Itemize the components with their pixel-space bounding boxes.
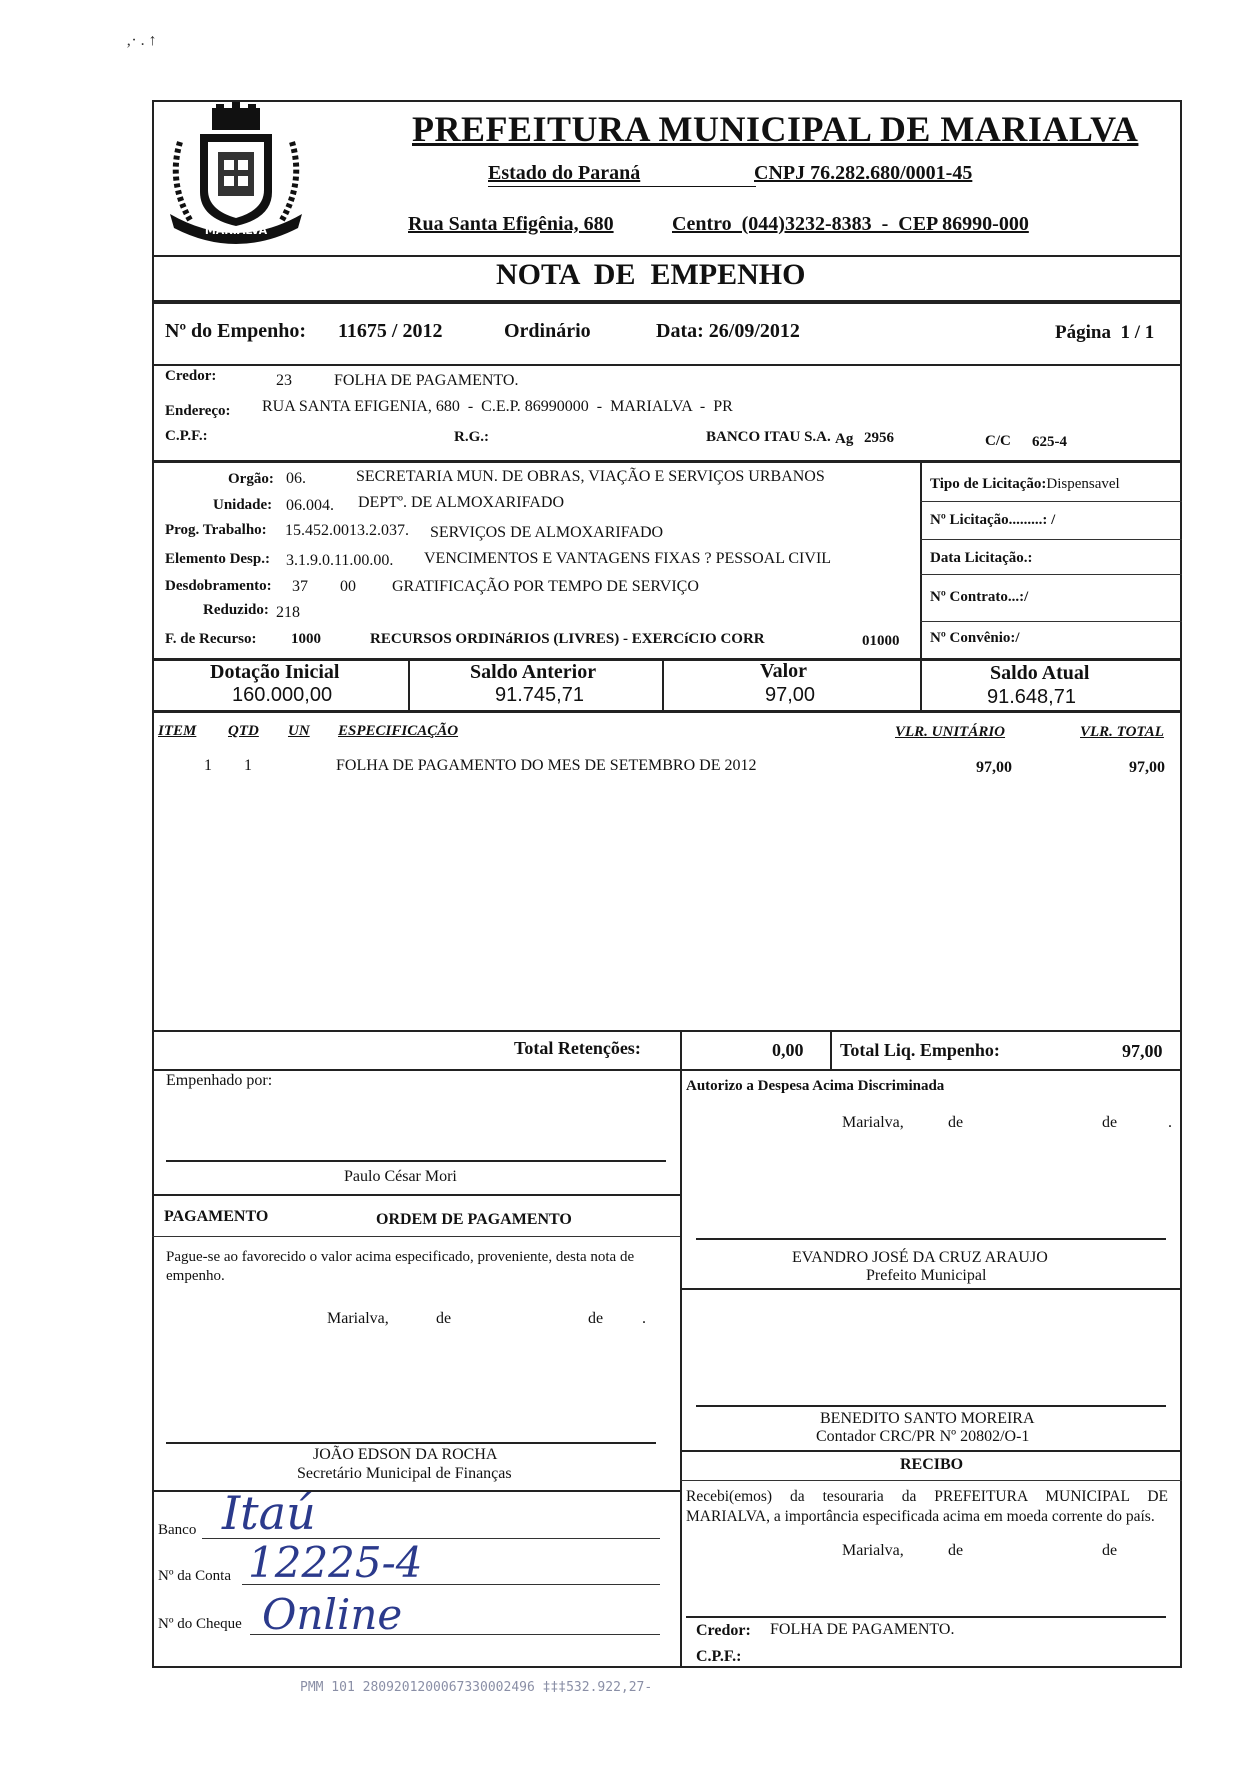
unidade-label: Unidade:: [213, 497, 273, 513]
recibo-cpf-label: C.P.F.:: [696, 1648, 742, 1665]
prefeito-role: Prefeito Municipal: [866, 1267, 987, 1284]
ordem-pagamento-label: ORDEM DE PAGAMENTO: [376, 1211, 572, 1228]
saldo-anterior-label: Saldo Anterior: [470, 661, 597, 683]
saldo-anterior-value: 91.745,71: [495, 684, 584, 706]
valor-value: 97,00: [765, 684, 816, 706]
row-item: 1: [204, 757, 212, 774]
licitacao-date: Data Licitação.:: [930, 550, 1033, 566]
orgao-label: Orgão:: [228, 471, 274, 487]
row-total: 97,00: [1129, 759, 1165, 776]
svg-text:MARIALVA: MARIALVA: [204, 224, 268, 237]
empenho-number: 11675 / 2012: [338, 320, 443, 342]
col-qtd: QTD: [228, 723, 259, 739]
convenio-number: Nº Convênio:/: [930, 630, 1020, 646]
desdobramento-label: Desdobramento:: [165, 578, 272, 594]
desdobramento-a: 37: [292, 578, 308, 595]
recurso-name: RECURSOS ORDINáRIOS (LIVRES) - EXERCíCIO CORR: [370, 631, 765, 647]
cnpj: CNPJ 76.282.680/0001-45: [754, 162, 973, 184]
autorizo-de-1: de: [948, 1114, 964, 1131]
recibo-place: Marialva,: [842, 1542, 904, 1559]
page-number: Página 1 / 1: [1055, 322, 1155, 343]
cheque-label: Nº do Cheque: [158, 1616, 242, 1632]
credor-address: RUA SANTA EFIGENIA, 680 - C.E.P. 86990000 - MARIALVA - PR: [262, 398, 733, 415]
pagamento-de-1: de: [436, 1310, 452, 1327]
prog-code: 15.452.0013.2.037.: [285, 522, 409, 539]
account-label: C/C: [985, 433, 1011, 449]
empenhado-signer: Paulo César Mori: [344, 1168, 457, 1185]
elemento-label: Elemento Desp.:: [165, 551, 270, 567]
autorizo-place: Marialva,: [842, 1114, 904, 1131]
address-label: Endereço:: [165, 403, 231, 419]
elemento-code: 3.1.9.0.11.00.00.: [286, 552, 394, 569]
col-total: VLR. TOTAL: [1080, 724, 1164, 740]
orgao-name: SECRETARIA MUN. DE OBRAS, VIAÇÃO E SERVIÇOS URBANOS: [356, 468, 825, 485]
elemento-name: VENCIMENTOS E VANTAGENS FIXAS ? PESSOAL CIVIL: [424, 550, 832, 567]
row-unit-price: 97,00: [976, 759, 1012, 776]
pagamento-dot: .: [642, 1310, 646, 1327]
empenho-type: Ordinário: [504, 320, 591, 342]
document-title: NOTA DE EMPENHO: [496, 258, 806, 291]
liquido-value: 97,00: [1122, 1041, 1163, 1061]
empenhado-label: Empenhado por:: [166, 1072, 273, 1089]
conta-handwriting: 12225-4: [248, 1538, 423, 1587]
valor-label: Valor: [760, 660, 808, 682]
licitacao-number: Nº Licitação.........: /: [930, 512, 1056, 528]
licitacao-type-value: Dispensavel: [1046, 476, 1120, 492]
recibo-credor-value: FOLHA DE PAGAMENTO.: [770, 1621, 955, 1638]
prefeito-name: EVANDRO JOSÉ DA CRUZ ARAUJO: [792, 1249, 1048, 1266]
orgao-code: 06.: [286, 470, 306, 487]
prog-label: Prog. Trabalho:: [165, 522, 267, 538]
recibo-credor-label: Credor:: [696, 1622, 751, 1639]
col-item: ITEM: [158, 723, 197, 739]
saldo-atual-value: 91.648,71: [987, 686, 1076, 708]
unidade-code: 06.004.: [286, 497, 334, 514]
recurso-label: F. de Recurso:: [165, 631, 257, 647]
autorizo-de-2: de: [1102, 1114, 1118, 1131]
licitacao-type: [930, 476, 1120, 493]
banco-handwriting: Itaú: [222, 1486, 316, 1540]
autorizo-dot: .: [1168, 1114, 1172, 1131]
recibo-de-1: de: [948, 1542, 964, 1559]
unidade-name: DEPTº. DE ALMOXARIFADO: [358, 494, 564, 511]
row-qtd: 1: [244, 757, 252, 774]
credor-name: FOLHA DE PAGAMENTO.: [334, 372, 519, 389]
retencoes-label: Total Retenções:: [514, 1038, 641, 1058]
contador-role: Contador CRC/PR Nº 20802/O-1: [816, 1428, 1030, 1445]
dotacao-label: Dotação Inicial: [210, 661, 340, 683]
pagamento-text: Pague-se ao favorecido o valor acima especificado, proveniente, desta nota de empenho.: [166, 1249, 635, 1284]
retencoes-value: 0,00: [772, 1040, 804, 1060]
cpf-label: C.P.F.:: [165, 428, 208, 444]
authentication-stamp: PMM 101 2809201200067330002496 ‡‡‡532.922,27-: [300, 1680, 653, 1695]
scan-marks: ‚· . ↑: [126, 32, 157, 49]
contract-number: Nº Contrato...:/: [930, 589, 1029, 605]
credor-code: 23: [276, 372, 292, 389]
cheque-handwriting: Online: [262, 1590, 403, 1639]
recibo-de-2: de: [1102, 1542, 1118, 1559]
secretario-role: Secretário Municipal de Finanças: [297, 1465, 512, 1482]
reduzido-label: Reduzido:: [203, 602, 269, 618]
district-phone-cep: Centro (044)3232-8383 - CEP 86990-000: [672, 213, 1029, 235]
banco-label: Banco: [158, 1522, 197, 1538]
city-hall-address: Rua Santa Efigênia, 680: [408, 213, 614, 235]
autorizo-label: Autorizo a Despesa Acima Discriminada: [686, 1078, 945, 1094]
desdobramento-b: 00: [340, 578, 356, 595]
agency-label: Ag: [835, 431, 854, 447]
row-spec: FOLHA DE PAGAMENTO DO MES DE SETEMBRO DE 2012: [336, 757, 757, 774]
pagamento-label: PAGAMENTO: [164, 1208, 269, 1225]
bank-name: BANCO ITAU S.A.: [706, 429, 831, 445]
empenho-label: Nº do Empenho:: [165, 320, 307, 342]
contador-name: BENEDITO SANTO MOREIRA: [820, 1410, 1035, 1427]
saldo-atual-label: Saldo Atual: [990, 662, 1090, 684]
col-un: UN: [288, 723, 310, 739]
recibo-title: RECIBO: [900, 1456, 964, 1473]
city-hall-title: PREFEITURA MUNICIPAL DE MARIALVA: [412, 109, 1139, 149]
licitacao-type-label: Tipo de Licitação:: [930, 476, 1047, 492]
liquido-label: Total Liq. Empenho:: [840, 1040, 1000, 1060]
secretario-name: JOÃO EDSON DA ROCHA: [313, 1446, 498, 1463]
col-spec: ESPECIFICAÇÃO: [338, 723, 459, 739]
reduzido-value: 218: [276, 604, 300, 621]
rg-label: R.G.:: [454, 429, 489, 445]
pagamento-place: Marialva,: [327, 1310, 389, 1327]
col-unit-price: VLR. UNITÁRIO: [895, 724, 1006, 740]
dotacao-value: 160.000,00: [232, 684, 333, 706]
municipal-crest-icon: [160, 102, 312, 250]
recurso-code: 1000: [291, 631, 321, 647]
credor-label: Credor:: [165, 368, 217, 384]
desdobramento-name: GRATIFICAÇÃO POR TEMPO DE SERVIÇO: [392, 578, 699, 595]
state-name: Estado do Paraná: [488, 162, 641, 184]
prog-name: SERVIÇOS DE ALMOXARIFADO: [430, 524, 664, 541]
conta-label: Nº da Conta: [158, 1568, 231, 1584]
agency-number: 2956: [864, 430, 894, 446]
account-number: 625-4: [1032, 434, 1067, 450]
recurso-code-2: 01000: [862, 633, 900, 649]
recibo-text: Recebi(emos) da tesouraria da PREFEITURA MUNICIPAL DE MARIALVA, a importância especificada acima em moeda corrente do país.: [686, 1488, 1168, 1525]
pagamento-de-2: de: [588, 1310, 604, 1327]
empenho-date: Data: 26/09/2012: [656, 320, 800, 342]
